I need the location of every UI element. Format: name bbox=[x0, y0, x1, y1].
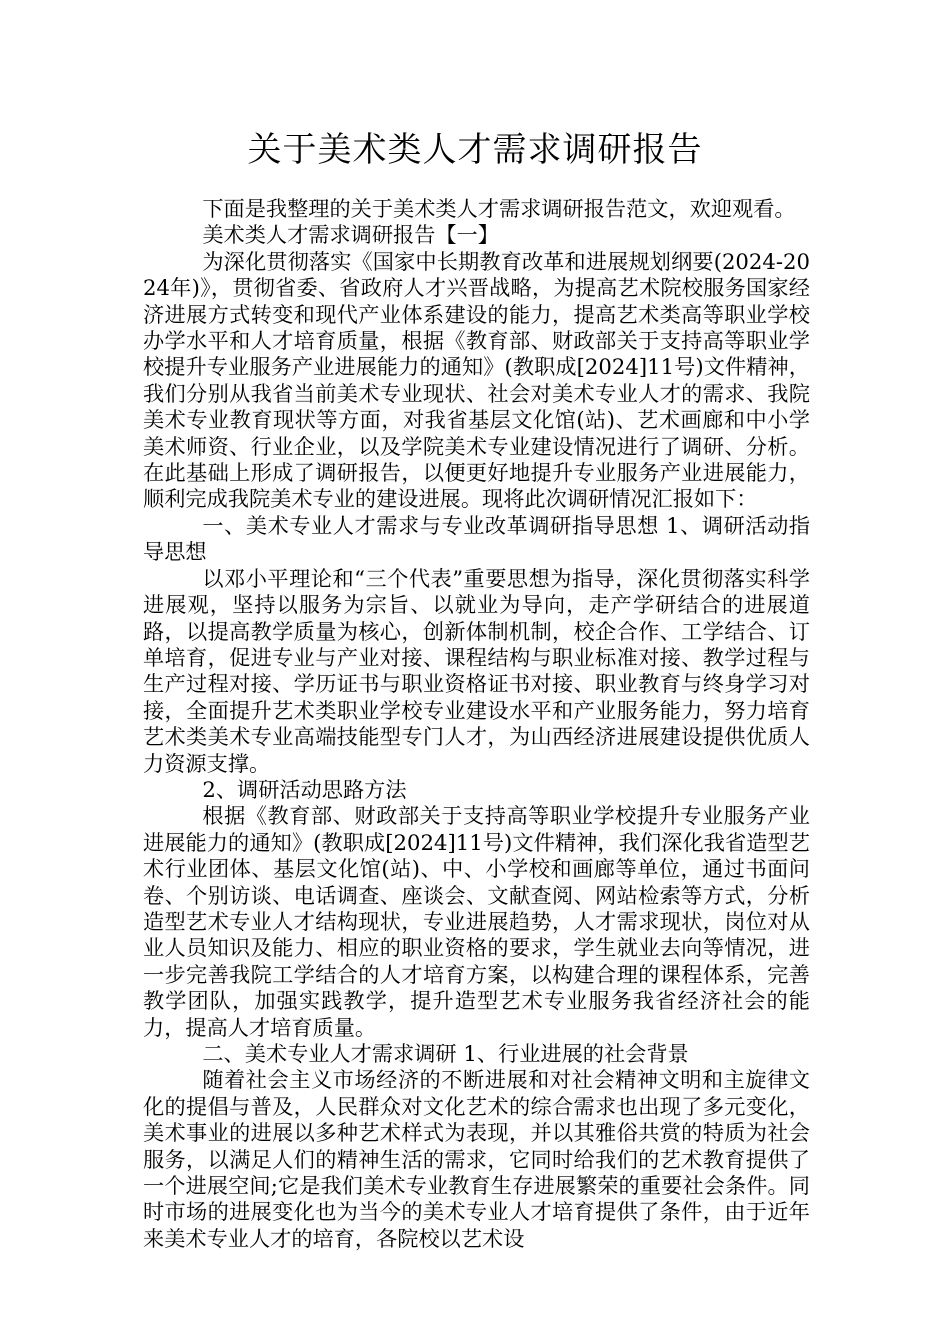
document-body bbox=[143, 196, 810, 1252]
body-paragraph: 为深化贯彻落实《国家中长期教育改革和进展规划纲要(2024-2024年)》，贯彻省委、省政府人才兴晋战略，为提高艺术院校服务国家经济进展方式转变和现代产业体系建设的能力，提高艺术类高等职业学校办学水平和人才培育质量，根据《教育部、财政部关于支持高等职业学校提升专业服务产业进展能力的通知》(教职成[2024]11号)文件精神，我们分别从我省当前美术专业现状、社会对美术专业人才的需求、我院美术专业教育现状等方面，对我省基层文化馆(站)、艺术画廊和中小学美术师资、行业企业，以及学院美术专业建设情况进行了调研、分析。在此基础上形成了调研报告，以便更好地提升专业服务产业进展能力，顺利完成我院美术专业的建设进展。现将此次调研情况汇报如下： bbox=[143, 248, 810, 512]
intro-paragraph: 下面是我整理的关于美术类人才需求调研报告范文，欢迎观看。 bbox=[202, 196, 796, 221]
subsection-heading: 2、调研活动思路方法 bbox=[202, 776, 407, 802]
document-title: 关于美术类人才需求调研报告 bbox=[247, 130, 703, 170]
body-paragraph: 根据《教育部、财政部关于支持高等职业学校提升专业服务产业进展能力的通知》(教职成[2024]11号)文件精神，我们深化我省造型艺术行业团体、基层文化馆(站)、中、小学校和画廊等单位，通过书面问卷、个别访谈、电话调查、座谈会、文献查阅、网站检索等方式，分析造型艺术专业人才结构现状，专业进展趋势，人才需求现状，岗位对从业人员知识及能力、相应的职业资格的要求，学生就业去向等情况，进一步完善我院工学结合的人才培育方案，以构建合理的课程体系，完善教学团队，加强实践教学，提升造型艺术专业服务我省经济社会的能力，提高人才培育质量。 bbox=[143, 803, 810, 1040]
body-paragraph: 随着社会主义市场经济的不断进展和对社会精神文明和主旋律文化的提倡与普及，人民群众对文化艺术的综合需求也出现了多元变化，美术事业的进展以多种艺术样式为表现，并以其雅俗共赏的特质为社会服务，以满足人们的精神生活的需求，它同时给我们的艺术教育提供了一个进展空间;它是我们美术专业教育生存进展繁荣的重要社会条件。同时市场的进展变化也为当今的美术专业人才培育提供了条件，由于近年来美术专业人才的培育，各院校以艺术设 bbox=[143, 1067, 810, 1251]
section-heading: 一、美术专业人才需求与专业改革调研指导思想 1、调研活动指导思想 bbox=[143, 512, 810, 565]
section-heading: 二、美术专业人才需求调研 1、行业进展的社会背景 bbox=[202, 1041, 689, 1066]
report-heading: 美术类人才需求调研报告【一】 bbox=[202, 222, 499, 248]
body-paragraph: 以邓小平理论和“三个代表”重要思想为指导，深化贯彻落实科学进展观，坚持以服务为宗旨、以就业为导向，走产学研结合的进展道路，以提高教学质量为核心，创新体制机制，校企合作、工学结合、订单培育，促进专业与产业对接、课程结构与职业标准对接、教学过程与生产过程对接、学历证书与职业资格证书对接、职业教育与终身学习对接，全面提升艺术类职业学校专业建设水平和产业服务能力，努力培育艺术类美术专业高端技能型专门人才，为山西经济进展建设提供优质人力资源支撑。 bbox=[143, 565, 810, 776]
